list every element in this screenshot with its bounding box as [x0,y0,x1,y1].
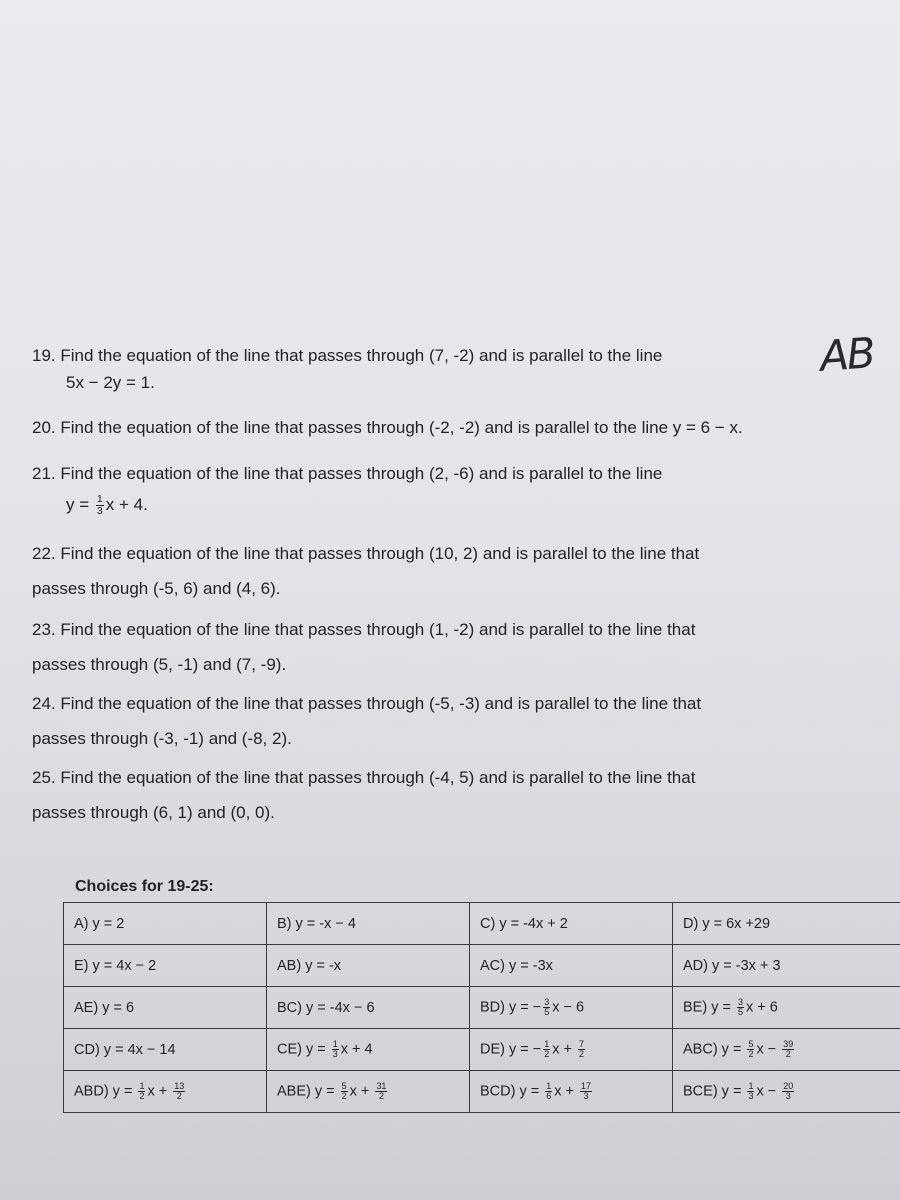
denominator: 3 [96,505,103,518]
numerator: 1 [139,1081,145,1092]
choices-table [63,902,900,1113]
fraction [375,1082,387,1101]
fraction [782,1082,794,1101]
denominator: 3 [583,1091,589,1101]
question-text: Find the equation of the line that passes through (-2, -2) and is parallel to the line y = 6 − x. [60,418,743,437]
choice-b: B) y = -x − 4 [267,903,470,945]
choice-cd: CD) y = 4x − 14 [64,1029,267,1071]
denominator: 2 [139,1091,145,1101]
numerator: 1 [544,1039,550,1050]
choice-e: E) y = 4x − 2 [64,945,267,987]
question-number: 25. [32,768,56,787]
question-text-cont: passes through (6, 1) and (0, 0). [32,803,275,822]
fraction [332,1040,339,1059]
numerator: 1 [332,1039,338,1050]
fraction [543,1040,550,1059]
choices-row [64,1071,900,1113]
equation-part: ABC) y = [683,1041,746,1058]
question-text-cont [32,487,662,522]
question-text: Find the equation of the line that passes through (10, 2) and is parallel to the line that [60,544,700,563]
denominator: 3 [332,1049,338,1059]
equation-part: y = [66,495,94,514]
fraction [545,1082,552,1101]
question-22 [32,536,699,606]
fraction [578,1040,585,1059]
numerator: 3 [737,997,743,1008]
choice-d: D) y = 6x +29 [673,903,900,945]
equation-part: DE) y = − [480,1041,542,1058]
equation-part: x + 6 [745,999,778,1016]
question-number: 20. [32,418,56,437]
fraction [747,1040,754,1059]
equation-part: ABD) y = [74,1083,137,1100]
question-text-cont: 5x − 2y = 1. [66,373,155,392]
handwritten-annotation: AB [818,328,876,381]
question-text-cont: passes through (-5, 6) and (4, 6). [32,579,281,598]
denominator: 2 [341,1091,347,1101]
question-number: 24. [32,694,56,713]
fraction [96,494,104,516]
denominator: 2 [176,1091,182,1101]
question-number: 21. [32,464,56,483]
choice-bcd [470,1071,673,1113]
numerator: 39 [783,1039,794,1050]
choice-bc: BC) y = -4x − 6 [267,987,470,1029]
equation-part: x + [147,1083,172,1100]
numerator: 1 [96,493,103,506]
fraction [138,1082,145,1101]
question-text-cont: passes through (-3, -1) and (-8, 2). [32,729,292,748]
numerator: 1 [546,1081,552,1092]
denominator: 2 [378,1091,384,1101]
numerator: 7 [579,1039,585,1050]
numerator: 1 [748,1081,754,1092]
question-21 [32,456,662,522]
choice-ad: AD) y = -3x + 3 [673,945,900,987]
question-23 [32,612,695,682]
question-text: Find the equation of the line that passes through (7, -2) and is parallel to the line [60,346,663,365]
question-number: 23. [32,620,56,639]
denominator: 2 [748,1049,754,1059]
equation-part: ABE) y = [277,1083,339,1100]
choice-bce [673,1071,900,1113]
fraction [341,1082,348,1101]
choices-row [64,945,900,987]
question-number: 22. [32,544,56,563]
choice-a: A) y = 2 [64,903,267,945]
numerator: 5 [341,1081,347,1092]
fraction [782,1040,794,1059]
fraction [747,1082,754,1101]
choice-ab: AB) y = -x [267,945,470,987]
denominator: 6 [546,1091,552,1101]
choice-ce [267,1029,470,1071]
equation-part: x + [554,1083,579,1100]
equation-part: x − 6 [552,999,585,1016]
question-number: 19. [32,346,56,365]
numerator: 13 [174,1081,185,1092]
question-text: Find the equation of the line that passes through (-5, -3) and is parallel to the line that [60,694,702,713]
numerator: 5 [748,1039,754,1050]
choice-c: C) y = -4x + 2 [470,903,673,945]
equation-part: x + [552,1041,577,1058]
numerator: 3 [544,997,550,1008]
denominator: 3 [785,1091,791,1101]
equation-part: BCD) y = [480,1083,544,1100]
equation-part: x + [349,1083,374,1100]
choices-title: Choices for 19-25: [75,878,214,895]
numerator: 20 [783,1081,794,1092]
question-text-cont: passes through (5, -1) and (7, -9). [32,655,287,674]
equation-part: x + 4 [340,1041,373,1058]
equation-part: x + 4. [105,495,148,514]
numerator: 31 [376,1081,387,1092]
choices-row [64,987,900,1029]
fraction [737,998,744,1017]
choice-be [673,987,900,1029]
question-text: Find the equation of the line that passes through (1, -2) and is parallel to the line that [60,620,696,639]
choice-ae: AE) y = 6 [64,987,267,1029]
equation-part: x − [756,1083,781,1100]
denominator: 5 [544,1007,550,1017]
choice-ac: AC) y = -3x [470,945,673,987]
choice-abd [64,1071,267,1113]
choices-row [64,903,900,945]
equation-part: x − [756,1041,781,1058]
denominator: 2 [544,1049,550,1059]
question-19 [32,338,662,400]
choice-de [470,1029,673,1071]
choice-bd [470,987,673,1029]
question-24 [32,686,701,756]
denominator: 2 [785,1049,791,1059]
equation-part: BD) y = − [480,999,542,1016]
numerator: 17 [581,1081,592,1092]
question-text: Find the equation of the line that passes through (-4, 5) and is parallel to the line that [60,768,696,787]
choice-abc [673,1029,900,1071]
denominator: 2 [579,1049,585,1059]
question-25 [32,760,695,830]
fraction [173,1082,185,1101]
choices-row [64,1029,900,1071]
equation-part: CE) y = [277,1041,330,1058]
denominator: 3 [748,1091,754,1101]
question-20 [32,410,743,445]
equation-part: BE) y = [683,999,735,1016]
choice-abe [267,1071,470,1113]
question-text: Find the equation of the line that passes through (2, -6) and is parallel to the line [60,464,663,483]
equation-part: BCE) y = [683,1083,746,1100]
fraction [580,1082,592,1101]
fraction [543,998,550,1017]
denominator: 5 [737,1007,743,1017]
